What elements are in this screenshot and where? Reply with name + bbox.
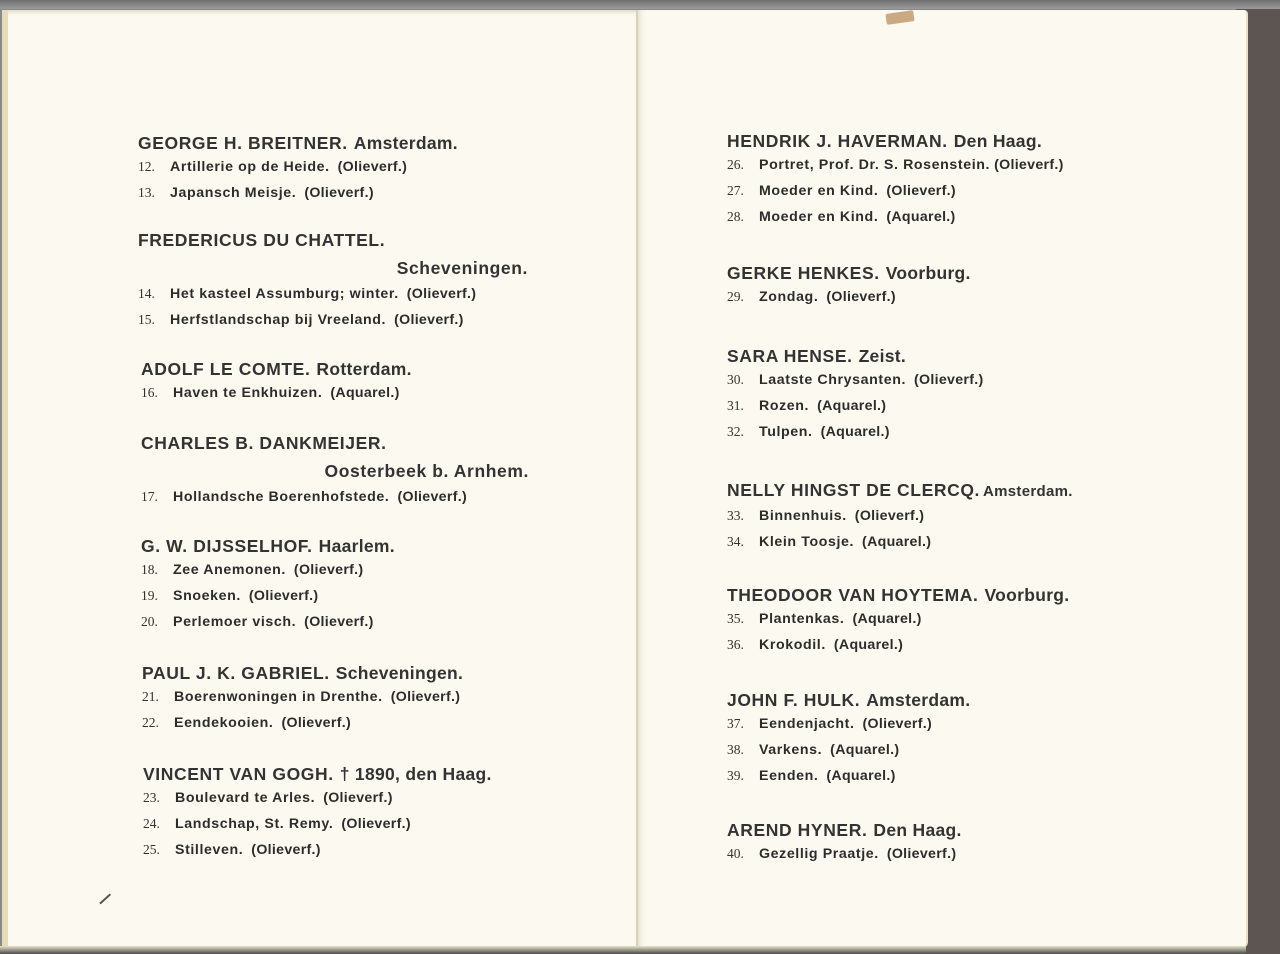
catalogue-item	[727, 419, 984, 445]
item-medium: (Olieverf.)	[397, 489, 467, 505]
item-number: 36.	[727, 637, 744, 652]
item-medium: (Olieverf.)	[323, 790, 393, 806]
item-number: 30.	[727, 372, 744, 387]
item-number: 33.	[727, 508, 744, 523]
catalogue-item	[727, 711, 970, 737]
item-title: Landschap, St. Remy.	[175, 816, 334, 832]
item-medium: (Olieverf.)	[390, 689, 461, 705]
item-title: Eenden.	[759, 768, 819, 784]
artist-heading	[727, 819, 962, 841]
item-title: Gezellig Praatje.	[759, 846, 879, 862]
artist-entry	[143, 763, 492, 863]
artist-entry	[727, 819, 962, 867]
item-number: 14.	[138, 286, 155, 301]
artist-entry	[727, 479, 1073, 555]
item-medium: (Aquarel.)	[826, 768, 896, 784]
artist-name: FREDERICUS DU CHATTEL.	[138, 230, 386, 250]
scanner-top-edge	[0, 0, 1280, 9]
artist-heading	[727, 584, 1069, 606]
item-title: Eendekooien.	[174, 715, 274, 731]
item-title: Herfstlandschap bij Vreeland.	[170, 312, 387, 328]
catalogue-item	[727, 503, 1073, 529]
item-number: 40.	[727, 846, 744, 861]
artist-city: Amsterdam.	[866, 690, 971, 710]
artist-heading	[141, 358, 412, 380]
catalogue-item	[727, 606, 1069, 632]
item-title: Krokodil.	[759, 637, 826, 653]
catalogue-item	[727, 393, 984, 419]
item-number: 29.	[727, 289, 744, 304]
item-number: 17.	[141, 489, 158, 504]
item-title: Boerenwoningen in Drenthe.	[174, 689, 383, 705]
item-number: 25.	[143, 842, 160, 857]
item-medium: (Olieverf.)	[914, 372, 984, 388]
artist-entry	[138, 132, 458, 206]
item-medium: (Olieverf.)	[886, 846, 957, 862]
item-number: 31.	[727, 398, 744, 413]
artist-name: PAUL J. K. GABRIEL.	[142, 663, 330, 683]
artist-entry	[727, 130, 1064, 230]
artist-heading	[727, 479, 1073, 503]
item-medium: (Olieverf.)	[854, 508, 925, 524]
item-number: 21.	[142, 689, 159, 704]
artist-name: AREND HYNER.	[727, 820, 868, 840]
artist-entry	[727, 262, 971, 310]
item-medium: (Olieverf.)	[281, 715, 351, 731]
artist-name: GERKE HENKES.	[727, 263, 880, 283]
artist-city: † 1890, den Haag.	[339, 764, 492, 784]
artist-heading	[138, 132, 458, 154]
artist-city: Oosterbeek b. Arnhem.	[324, 461, 529, 481]
item-number: 22.	[142, 715, 159, 730]
item-medium: (Aquarel.)	[862, 534, 932, 550]
artist-name: HENDRIK J. HAVERMAN.	[727, 131, 948, 151]
item-medium: (Aquarel.)	[330, 385, 400, 401]
catalogue-item	[142, 710, 463, 736]
catalogue-item	[138, 281, 528, 307]
catalogue-item	[138, 154, 458, 180]
artist-heading	[138, 229, 528, 251]
item-number: 32.	[727, 424, 744, 439]
item-number: 18.	[141, 562, 158, 577]
item-medium: (Olieverf.)	[304, 185, 374, 201]
item-title: Zee Anemonen.	[173, 562, 286, 578]
catalogue-item	[727, 841, 962, 867]
item-title: Moeder en Kind.	[759, 183, 879, 199]
item-number: 34.	[727, 534, 744, 549]
artist-city: Amsterdam.	[983, 483, 1073, 500]
artist-heading	[141, 432, 529, 454]
item-number: 37.	[727, 716, 744, 731]
item-medium: (Olieverf.)	[886, 183, 956, 199]
item-title: Japansch Meisje.	[170, 185, 297, 201]
item-title: Portret, Prof. Dr. S. Rosenstein.	[759, 157, 991, 173]
item-title: Haven te Enkhuizen.	[173, 385, 323, 401]
artist-city: Haarlem.	[318, 536, 395, 556]
item-medium: (Olieverf.)	[406, 286, 477, 302]
item-medium: (Olieverf.)	[994, 157, 1064, 173]
item-title: Boulevard te Arles.	[175, 790, 316, 806]
artist-city: Scheveningen.	[396, 258, 528, 278]
item-title: Varkens.	[759, 742, 823, 758]
item-title: Rozen.	[759, 398, 810, 414]
item-number: 15.	[138, 312, 155, 327]
item-medium: (Aquarel.)	[886, 209, 956, 225]
item-number: 24.	[143, 816, 160, 831]
catalogue-item	[727, 763, 970, 789]
item-title: Laatste Chrysanten.	[759, 372, 907, 388]
catalogue-item	[727, 152, 1064, 178]
item-title: Artillerie op de Heide.	[170, 159, 330, 175]
artist-entry	[138, 229, 528, 333]
item-medium: (Olieverf.)	[304, 614, 374, 630]
artist-name: THEODOOR VAN HOYTEMA.	[727, 585, 979, 605]
artist-name: VINCENT VAN GOGH.	[143, 764, 334, 784]
item-medium: (Aquarel.)	[833, 637, 904, 653]
artist-heading	[727, 262, 971, 284]
catalogue-item	[141, 583, 395, 609]
catalogue-item	[138, 180, 458, 206]
artist-heading-city-line	[138, 257, 528, 279]
artist-city: Voorburg.	[984, 585, 1070, 605]
artist-heading	[727, 130, 1064, 152]
artist-name: GEORGE H. BREITNER.	[138, 133, 348, 153]
item-number: 28.	[727, 209, 744, 224]
catalogue-item	[142, 684, 463, 710]
catalogue-item	[727, 367, 984, 393]
item-number: 19.	[141, 588, 158, 603]
artist-name: G. W. DIJSSELHOF.	[141, 536, 313, 556]
item-medium: (Olieverf.)	[293, 562, 364, 578]
artist-name: NELLY HINGST DE CLERCQ.	[727, 480, 980, 500]
item-title: Eendenjacht.	[759, 716, 855, 732]
catalogue-item	[141, 380, 412, 406]
catalogue-item	[727, 737, 970, 763]
item-title: Stilleven.	[175, 842, 244, 858]
item-title: Klein Toosje.	[759, 534, 855, 550]
artist-entry	[141, 432, 529, 510]
catalogue-item	[141, 484, 529, 510]
item-medium: (Olieverf.)	[394, 312, 464, 328]
item-number: 27.	[727, 183, 744, 198]
item-medium: (Olieverf.)	[337, 159, 408, 175]
artist-city: Den Haag.	[953, 131, 1042, 151]
item-title: Hollandsche Boerenhofstede.	[173, 489, 390, 505]
artist-heading	[727, 689, 970, 711]
artist-city: Den Haag.	[873, 820, 962, 840]
artist-heading	[143, 763, 492, 785]
catalogue-item	[727, 178, 1064, 204]
artist-name: ADOLF LE COMTE.	[141, 359, 311, 379]
item-medium: (Aquarel.)	[817, 398, 887, 414]
item-number: 16.	[141, 385, 158, 400]
artist-heading	[727, 345, 984, 367]
catalogue-item	[138, 307, 528, 333]
catalogue-item	[143, 837, 492, 863]
artist-entry	[141, 358, 412, 406]
item-number: 23.	[143, 790, 160, 805]
catalogue-item	[727, 529, 1073, 555]
catalogue-item	[143, 785, 492, 811]
artist-entry	[727, 689, 970, 789]
artist-name: JOHN F. HULK.	[727, 690, 861, 710]
book-bottom-edge	[0, 946, 1246, 954]
item-medium: (Olieverf.)	[862, 716, 933, 732]
item-title: Plantenkas.	[759, 611, 845, 627]
item-title: Het kasteel Assumburg; winter.	[170, 286, 399, 302]
item-medium: (Aquarel.)	[820, 424, 890, 440]
artist-heading	[142, 662, 463, 684]
artist-city: Amsterdam.	[353, 133, 458, 153]
item-title: Binnenhuis.	[759, 508, 847, 524]
artist-city: Rotterdam.	[316, 359, 412, 379]
item-medium: (Olieverf.)	[826, 289, 896, 305]
catalogue-item	[143, 811, 492, 837]
item-number: 12.	[138, 159, 155, 174]
artist-name: CHARLES B. DANKMEIJER.	[141, 433, 387, 453]
item-medium: (Aquarel.)	[830, 742, 900, 758]
item-number: 26.	[727, 157, 744, 172]
artist-entry	[727, 584, 1069, 658]
artist-heading	[141, 535, 395, 557]
item-medium: (Olieverf.)	[248, 588, 319, 604]
item-number: 39.	[727, 768, 744, 783]
item-medium: (Olieverf.)	[251, 842, 321, 858]
item-medium: (Aquarel.)	[852, 611, 922, 627]
artist-city: Voorburg.	[885, 263, 971, 283]
catalogue-item	[141, 557, 395, 583]
item-title: Zondag.	[759, 289, 819, 305]
artist-entry	[727, 345, 984, 445]
catalogue-item	[141, 609, 395, 635]
item-title: Snoeken.	[173, 588, 241, 604]
item-title: Moeder en Kind.	[759, 209, 879, 225]
item-number: 38.	[727, 742, 744, 757]
artist-entry	[141, 535, 395, 635]
artist-city: Zeist.	[858, 346, 907, 366]
artist-city: Scheveningen.	[335, 663, 464, 683]
item-medium: (Olieverf.)	[341, 816, 411, 832]
artist-entry	[142, 662, 463, 736]
catalogue-item	[727, 204, 1064, 230]
item-number: 13.	[138, 185, 155, 200]
catalogue-item	[727, 284, 971, 310]
item-title: Perlemoer visch.	[173, 614, 297, 630]
artist-heading-city-line	[141, 460, 529, 482]
item-title: Tulpen.	[759, 424, 813, 440]
item-number: 35.	[727, 611, 744, 626]
catalogue-item	[727, 632, 1069, 658]
artist-name: SARA HENSE.	[727, 346, 853, 366]
item-number: 20.	[141, 614, 158, 629]
